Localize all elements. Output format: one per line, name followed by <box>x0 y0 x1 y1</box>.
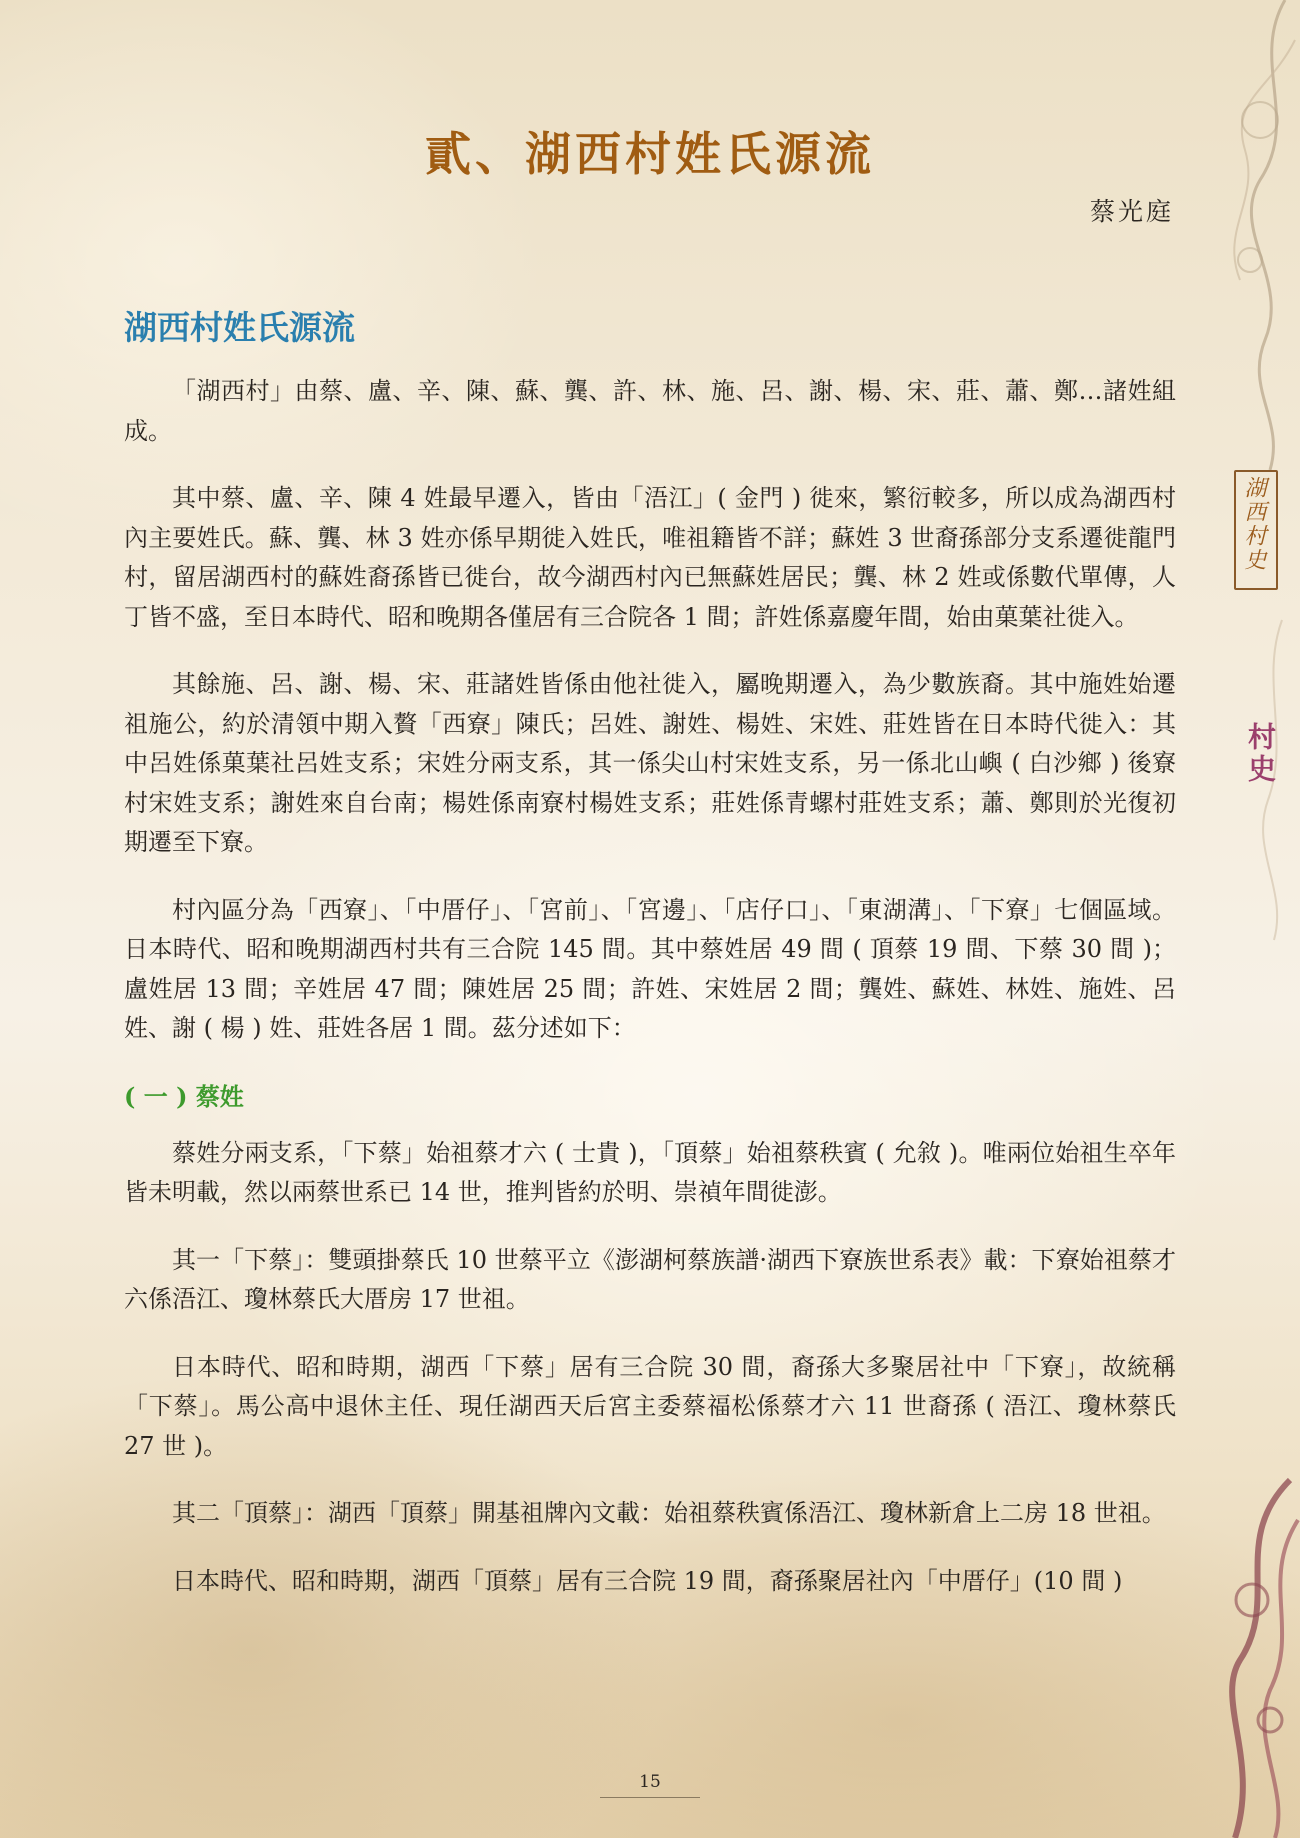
paragraph: 蔡姓分兩支系，「下蔡」始祖蔡才六 ( 士貴 )，「頂蔡」始祖蔡秩賓 ( 允敘 )。唯兩位始祖生卒年皆未明載，然以兩蔡世系已 14 世，推判皆約於明、崇禎年間徙澎。 <box>124 1138 1176 1206</box>
paragraph: 「湖西村」由蔡、盧、辛、陳、蘇、龔、許、林、施、呂、謝、楊、宋、莊、蕭、鄭…諸姓組成。 <box>124 377 1176 445</box>
paragraph: 日本時代、昭和時期，湖西「頂蔡」居有三合院 19 間，裔孫聚居社內「中厝仔」(10 間 ) <box>172 1566 1123 1595</box>
paragraph: 其二「頂蔡」：湖西「頂蔡」開基祖牌內文載：始祖蔡秩賓係浯江、瓊林新倉上二房 18 世祖。 <box>172 1499 1166 1527</box>
paragraph: 日本時代、昭和時期，湖西「下蔡」居有三合院 30 間，裔孫大多聚居社中「下寮」，故統稱「下蔡」。馬公高中退休主任、現任湖西天后宮主委蔡福松係蔡才六 11 世裔孫 ( 浯江、瓊林蔡氏 27 世 )。 <box>124 1352 1176 1460</box>
author-name: 蔡光庭 <box>1089 197 1174 226</box>
subsection-heading: ( 一 ) 蔡姓 <box>124 1081 244 1111</box>
paragraph: 其中蔡、盧、辛、陳 4 姓最早遷入，皆由「浯江」( 金門 ) 徙來，繁衍較多，所以成為湖西村內主要姓氏。蘇、龔、林 3 姓亦係早期徙入姓氏，唯祖籍皆不詳；蘇姓 3 世裔孫部分支系遷徙龍門村，留居湖西村的蘇姓裔孫皆已徙台，故今湖西村內已無蘇姓居民；龔、林 2 姓或係數代單傳，人丁皆不盛，至日本時代、昭和晚期各僅居有三合院各 1 間；許姓係嘉慶年間，始由菓葉社徙入。 <box>124 484 1176 631</box>
paragraph: 其餘施、呂、謝、楊、宋、莊諸姓皆係由他社徙入，屬晚期遷入，為少數族裔。其中施姓始遷祖施公，約於清領中期入贅「西寮」陳氏；呂姓、謝姓、楊姓、宋姓、莊姓皆在日本時代徙入：其中呂姓係菓葉社呂姓支系；宋姓分兩支系，其一係尖山村宋姓支系，另一係北山嶼 ( 白沙鄉 ) 後寮村宋姓支系；謝姓來自台南；楊姓係南寮村楊姓支系；莊姓係青螺村莊姓支系；蕭、鄭則於光復初期遷至下寮。 <box>124 670 1176 856</box>
logo-text: 湖西村史 <box>1241 476 1266 572</box>
page-number: 15 <box>639 1772 661 1792</box>
paragraph: 村內區分為「西寮」、「中厝仔」、「宮前」、「宮邊」、「店仔口」、「東湖溝」、「下寮」七個區域。日本時代、昭和晚期湖西村共有三合院 145 間。其中蔡姓居 49 間 ( 頂蔡 19 間、下蔡 30 間 )；盧姓居 13 間；辛姓居 47 間；陳姓居 25 間；許姓、宋姓居 2 間；龔姓、蘇姓、林姓、施姓、呂姓、謝 ( 楊 ) 姓、莊姓各居 1 間。茲分述如下： <box>124 895 1176 1042</box>
side-section-label: 村史 <box>1244 722 1277 786</box>
article-body <box>124 372 1176 1629</box>
section-heading: 湖西村姓氏源流 <box>124 308 355 347</box>
decorative-border-ornament <box>1190 0 1300 1838</box>
page-title: 貳、湖西村姓氏源流 <box>425 127 875 181</box>
page-number-rule <box>600 1797 700 1798</box>
paragraph: 其一「下蔡」：雙頭掛蔡氏 10 世蔡平立《澎湖柯蔡族譜·湖西下寮族世系表》載：下寮始祖蔡才六係浯江、瓊林蔡氏大厝房 17 世祖。 <box>124 1245 1176 1313</box>
magazine-logo <box>1234 470 1278 590</box>
